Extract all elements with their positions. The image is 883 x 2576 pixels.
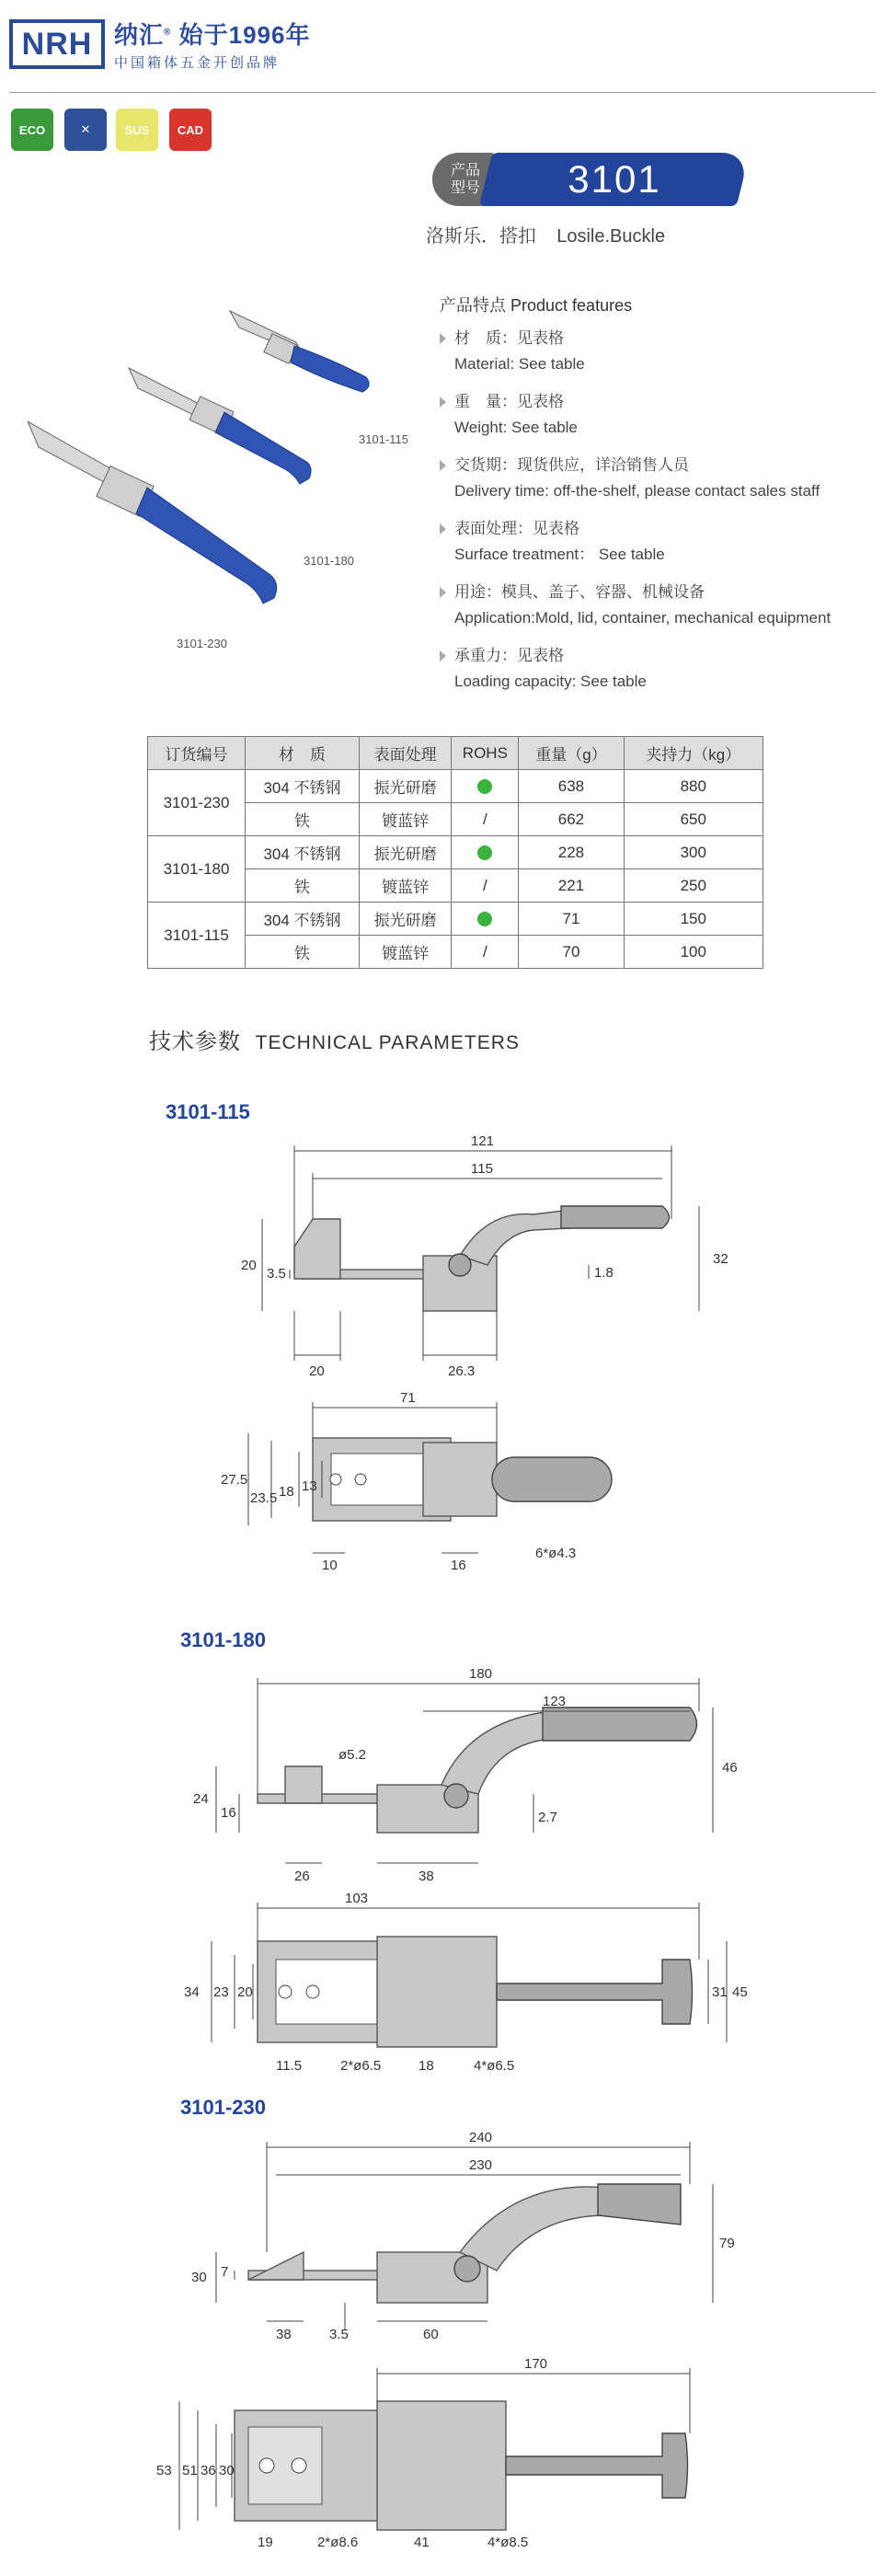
dim-label: 7	[221, 2264, 229, 2280]
dim-label: 3.5	[329, 2327, 349, 2342]
side-view-230	[147, 2123, 773, 2344]
top-view-180	[147, 1886, 773, 2098]
dim-label: 34	[184, 1984, 200, 2000]
dim-label: 180	[469, 1666, 493, 1682]
dim-label: 18	[419, 2058, 434, 2074]
product-photo	[28, 285, 414, 653]
feature-item: 表面处理：见表格 Surface treatment： See table	[440, 516, 872, 568]
brand-slogan: 始于1996年	[178, 21, 311, 49]
handle-grip	[506, 2433, 688, 2498]
cad-download-icon[interactable]: CAD	[169, 109, 212, 151]
technical-parameters-title: 技术参数 TECHNICAL PARAMETERS	[149, 1029, 520, 1054]
handle-arm	[460, 2187, 607, 2271]
tools-cert-icon: ✕	[64, 109, 107, 151]
drawing-title-230: 3101-230	[180, 2096, 266, 2119]
handle-grip	[497, 1960, 693, 2024]
dim-label: 10	[322, 1558, 338, 1573]
dim-label: 24	[193, 1791, 209, 1807]
base-plate	[423, 1443, 497, 1516]
dim-label: 16	[451, 1558, 466, 1573]
dim-label: 3.5	[267, 1266, 286, 1282]
dim-label: 38	[419, 1869, 434, 1884]
dim-label: 4*ø8.5	[487, 2535, 529, 2550]
table-row: 3101-230 304 不锈钢 振光研磨 638 880	[148, 770, 763, 803]
product-features	[440, 293, 872, 707]
handle-arm	[460, 1210, 570, 1265]
product-name-cn: 洛斯乐．搭扣	[426, 226, 536, 247]
feature-item: 材 质：见表格 Material: See table	[440, 326, 872, 377]
dim-label: 20	[309, 1363, 325, 1379]
handle-grip	[492, 1457, 612, 1501]
handle-arm	[442, 1711, 552, 1794]
dim-label: 31	[712, 1984, 728, 2000]
dim-label: 2.7	[538, 1810, 557, 1825]
brand-header: NRH 纳汇® 始于1996年 中国箱体五金开创品牌	[9, 17, 310, 72]
dim-label: 115	[471, 1161, 493, 1177]
spec-table	[147, 736, 763, 969]
feature-item: 交货期：现货供应，详洽销售人员 Delivery time: off-the-shelf, please contact sales staff	[440, 453, 872, 504]
eco-cert-icon: ECO	[11, 109, 53, 151]
dim-label: 18	[279, 1484, 294, 1500]
dim-label: 2*ø6.5	[340, 2058, 382, 2074]
dim-label: 121	[471, 1133, 495, 1149]
top-view-115	[184, 1387, 736, 1581]
dim-label: 6*ø4.3	[535, 1546, 577, 1561]
brand-name: 纳汇	[114, 21, 165, 49]
dim-label: 45	[732, 1984, 748, 2000]
latch-medium-illustration	[129, 368, 311, 484]
dim-label: 1.8	[594, 1265, 614, 1281]
dim-label: 41	[414, 2535, 430, 2550]
dim-label: 51	[182, 2463, 198, 2478]
drawing-title-115: 3101-115	[166, 1100, 250, 1123]
dim-label: ø5.2	[338, 1747, 367, 1763]
dim-label: 26	[294, 1869, 310, 1884]
table-row: 3101-180 304 不锈钢 振光研磨 228 300	[148, 836, 763, 869]
dim-label: 123	[543, 1694, 567, 1709]
dim-label: 38	[276, 2327, 292, 2342]
rohs-compliant-icon	[477, 912, 492, 926]
dim-label: 30	[219, 2463, 235, 2478]
dim-label: 46	[722, 1760, 738, 1776]
dim-label: 20	[241, 1258, 257, 1273]
latch-large-illustration	[28, 421, 277, 604]
hook-plate	[285, 1766, 322, 1803]
header-divider	[9, 92, 876, 93]
dim-label: 53	[156, 2463, 172, 2478]
dim-label: 11.5	[276, 2058, 303, 2074]
hook-plate	[294, 1219, 340, 1279]
dim-label: 26.3	[448, 1363, 476, 1379]
product-name-en: Losile.Buckle	[556, 226, 666, 247]
dim-label: 30	[191, 2270, 207, 2285]
base-plate	[377, 1937, 497, 2047]
table-row: 3101-115 304 不锈钢 振光研磨 71 150	[148, 903, 763, 936]
handle-grip	[561, 1206, 670, 1228]
drawing-title-180: 3101-180	[180, 1628, 266, 1651]
rohs-compliant-icon	[477, 845, 492, 860]
handle-grip	[543, 1708, 697, 1741]
base-plate	[377, 2401, 506, 2530]
brand-logo: NRH	[9, 19, 105, 69]
dim-label: 23	[213, 1984, 229, 2000]
dim-label: 230	[469, 2157, 493, 2173]
latch-small-illustration	[230, 311, 369, 392]
hook-plate	[248, 2252, 304, 2280]
product-subtitle	[426, 221, 665, 247]
brand-tagline: 中国箱体五金开创品牌	[114, 55, 281, 71]
pivot-pin	[454, 2256, 480, 2282]
pivot-pin	[449, 1254, 471, 1276]
dim-label: 20	[237, 1984, 253, 2000]
dim-label: 23.5	[250, 1490, 278, 1506]
dim-label: 19	[258, 2535, 273, 2550]
model-label: 产品型号	[451, 163, 481, 196]
dim-label: 4*ø6.5	[474, 2058, 515, 2074]
dim-label: 103	[345, 1891, 369, 1906]
dim-label: 170	[524, 2356, 548, 2372]
pivot-pin	[444, 1784, 468, 1808]
table-row: 铁 镀蓝锌 / 221 250	[148, 869, 763, 903]
dim-label: 16	[221, 1805, 236, 1821]
rohs-compliant-icon	[477, 779, 492, 794]
features-title: 产品特点 Product features	[440, 296, 633, 315]
dim-label: 32	[713, 1251, 728, 1267]
feature-item: 重 量：见表格 Weight: See table	[440, 389, 872, 441]
model-number: 3101	[568, 157, 661, 201]
dim-label: 27.5	[221, 1472, 248, 1488]
caption-180: 3101-180	[304, 554, 354, 568]
feature-item: 用途：模具、盖子、容器、机械设备 Application:Mold, lid, container, mechanical equipment	[440, 580, 872, 631]
sus-cert-icon: SUS	[116, 109, 158, 151]
side-view-180	[147, 1656, 773, 1886]
caption-115: 3101-115	[359, 432, 408, 446]
dim-label: 36	[201, 2463, 216, 2478]
side-view-115	[184, 1127, 736, 1385]
dim-label: 2*ø8.6	[317, 2535, 359, 2550]
dim-label: 60	[423, 2327, 439, 2342]
feature-item: 承重力：见表格 Loading capacity: See table	[440, 643, 872, 695]
table-row: 铁 镀蓝锌 / 70 100	[148, 936, 763, 969]
handle-grip	[598, 2184, 681, 2225]
dim-label: 79	[719, 2236, 735, 2251]
dim-label: 13	[302, 1478, 317, 1494]
dim-label: 240	[469, 2130, 493, 2145]
table-row: 铁 镀蓝锌 / 662 650	[148, 803, 763, 836]
caption-230: 3101-230	[177, 637, 227, 650]
dim-label: 71	[400, 1390, 416, 1406]
table-header-row: 订货编号 材 质 表面处理 ROHS 重量（g） 夹持力（kg）	[148, 737, 763, 770]
top-view-230	[147, 2346, 773, 2567]
